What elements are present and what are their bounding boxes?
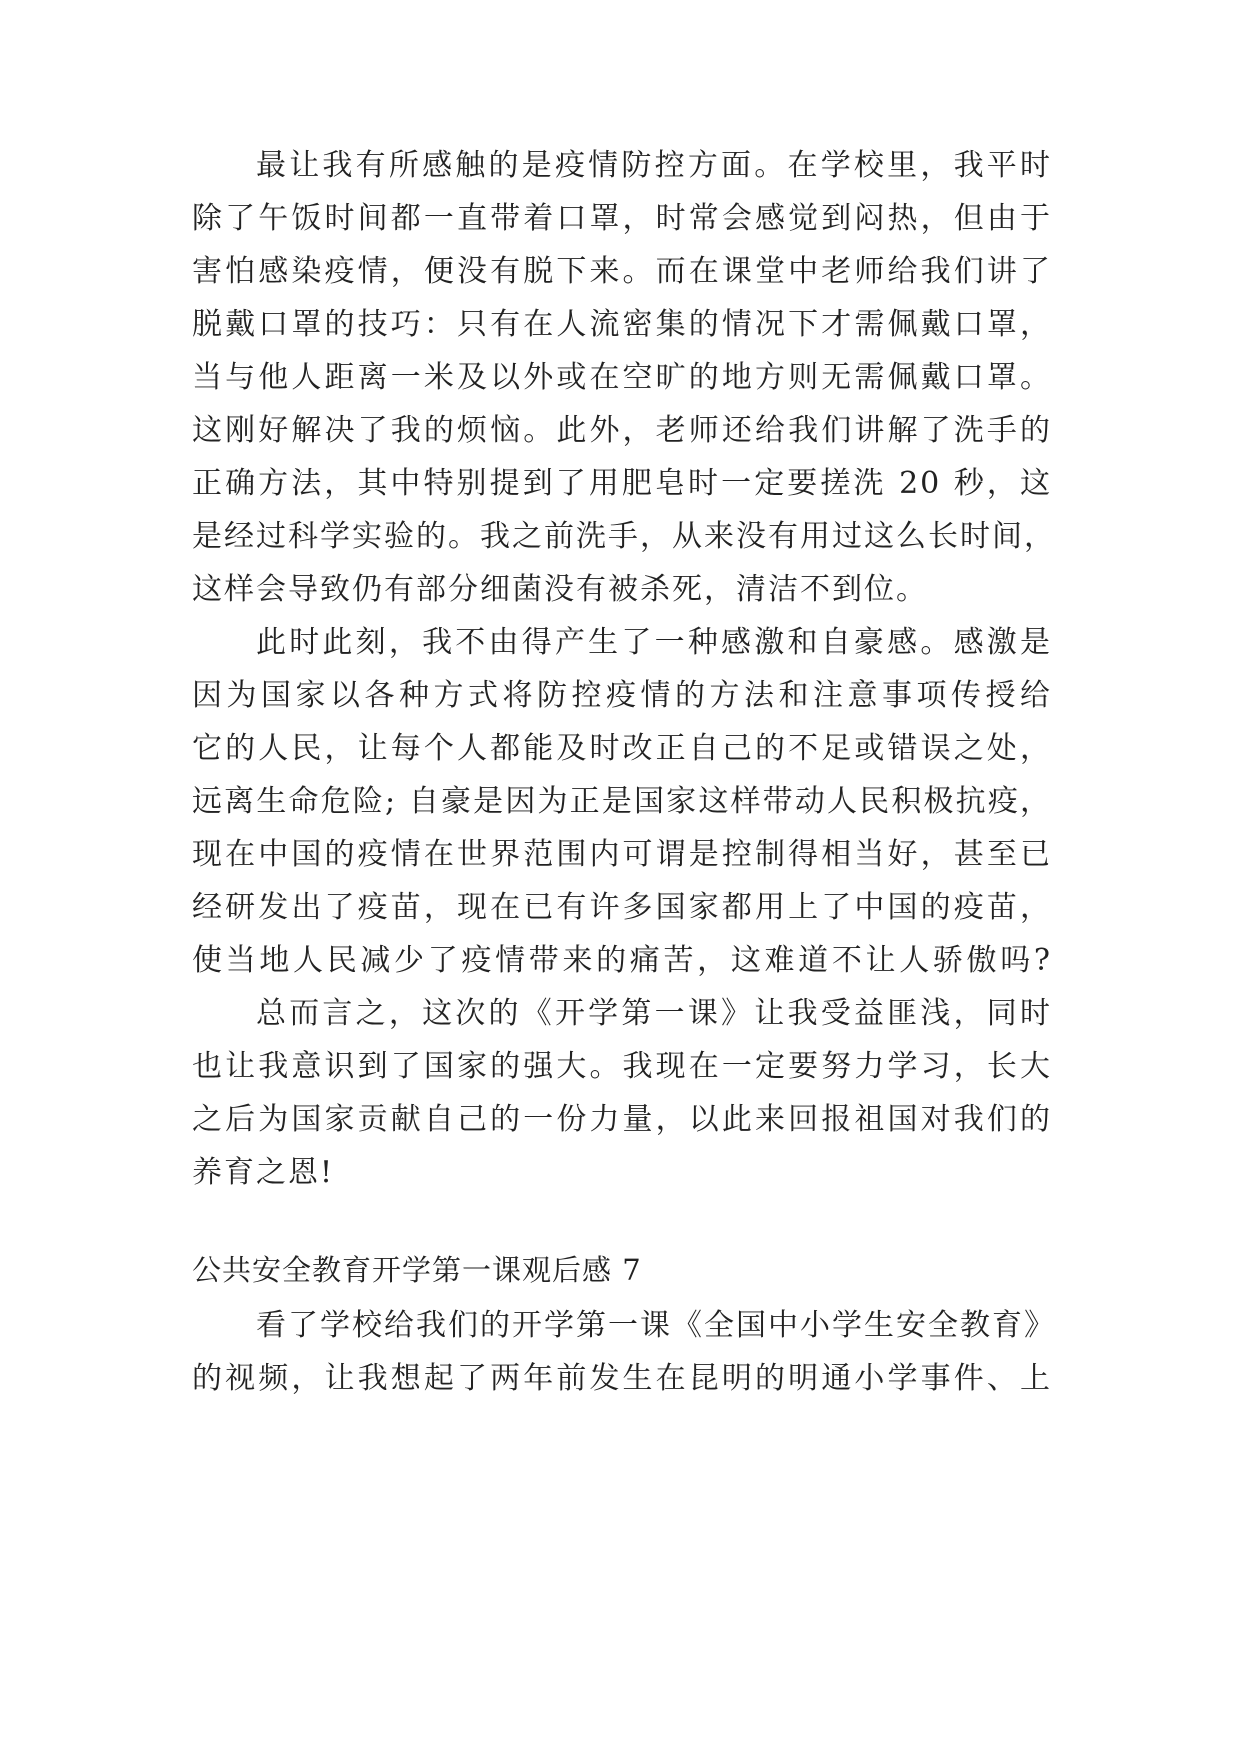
paragraph-1-line-9: 这样会导致仍有部分细菌没有被杀死，清洁不到位。 [192,572,928,607]
paragraph-1-line-5: 当与他人距离一米及以外或在空旷的地方则无需佩戴口罩。 [192,360,1052,395]
section-paragraph-line-1: 看了学校给我们的开学第一课《全国中小学生安全教育》 [256,1308,1056,1343]
paragraph-3-line-4: 养育之恩! [192,1155,335,1190]
paragraph-2-line-1: 此时此刻，我不由得产生了一种感激和自豪感。感激是 [256,625,1052,660]
paragraph-1-line-6: 这刚好解决了我的烦恼。此外，老师还给我们讲解了洗手的 [192,413,1052,448]
paragraph-1-line-7: 正确方法，其中特别提到了用肥皂时一定要搓洗 20 秒，这 [192,466,1052,501]
paragraph-2-line-3: 它的人民，让每个人都能及时改正自己的不足或错误之处， [192,731,1052,766]
paragraph-1-line-4: 脱戴口罩的技巧：只有在人流密集的情况下才需佩戴口罩， [192,307,1052,342]
paragraph-3-line-3: 之后为国家贡献自己的一份力量，以此来回报祖国对我们的 [192,1102,1052,1137]
paragraph-1-line-3: 害怕感染疫情，便没有脱下来。而在课堂中老师给我们讲了 [192,254,1052,289]
paragraph-2-line-4: 远离生命危险; 自豪是因为正是国家这样带动人民积极抗疫， [192,784,1052,819]
paragraph-2-line-7: 使当地人民减少了疫情带来的痛苦，这难道不让人骄傲吗? [192,943,1052,978]
paragraph-1-line-8: 是经过科学实验的。我之前洗手，从来没有用过这么长时间， [192,519,1056,554]
paragraph-1-line-2: 除了午饭时间都一直带着口罩，时常会感觉到闷热，但由于 [192,201,1052,236]
paragraph-2-line-6: 经研发出了疫苗，现在已有许多国家都用上了中国的疫苗， [192,890,1052,925]
paragraph-2-line-2: 因为国家以各种方式将防控疫情的方法和注意事项传授给 [192,678,1052,713]
paragraph-3-line-2: 也让我意识到了国家的强大。我现在一定要努力学习，长大 [192,1049,1052,1084]
section-paragraph-line-2: 的视频，让我想起了两年前发生在昆明的明通小学事件、上 [192,1361,1052,1396]
paragraph-2-line-5: 现在中国的疫情在世界范围内可谓是控制得相当好，甚至已 [192,837,1052,872]
section-heading: 公共安全教育开学第一课观后感 7 [192,1253,642,1287]
paragraph-1-line-1: 最让我有所感触的是疫情防控方面。在学校里，我平时 [256,148,1052,183]
paragraph-3-line-1: 总而言之，这次的《开学第一课》让我受益匪浅，同时 [256,996,1052,1031]
